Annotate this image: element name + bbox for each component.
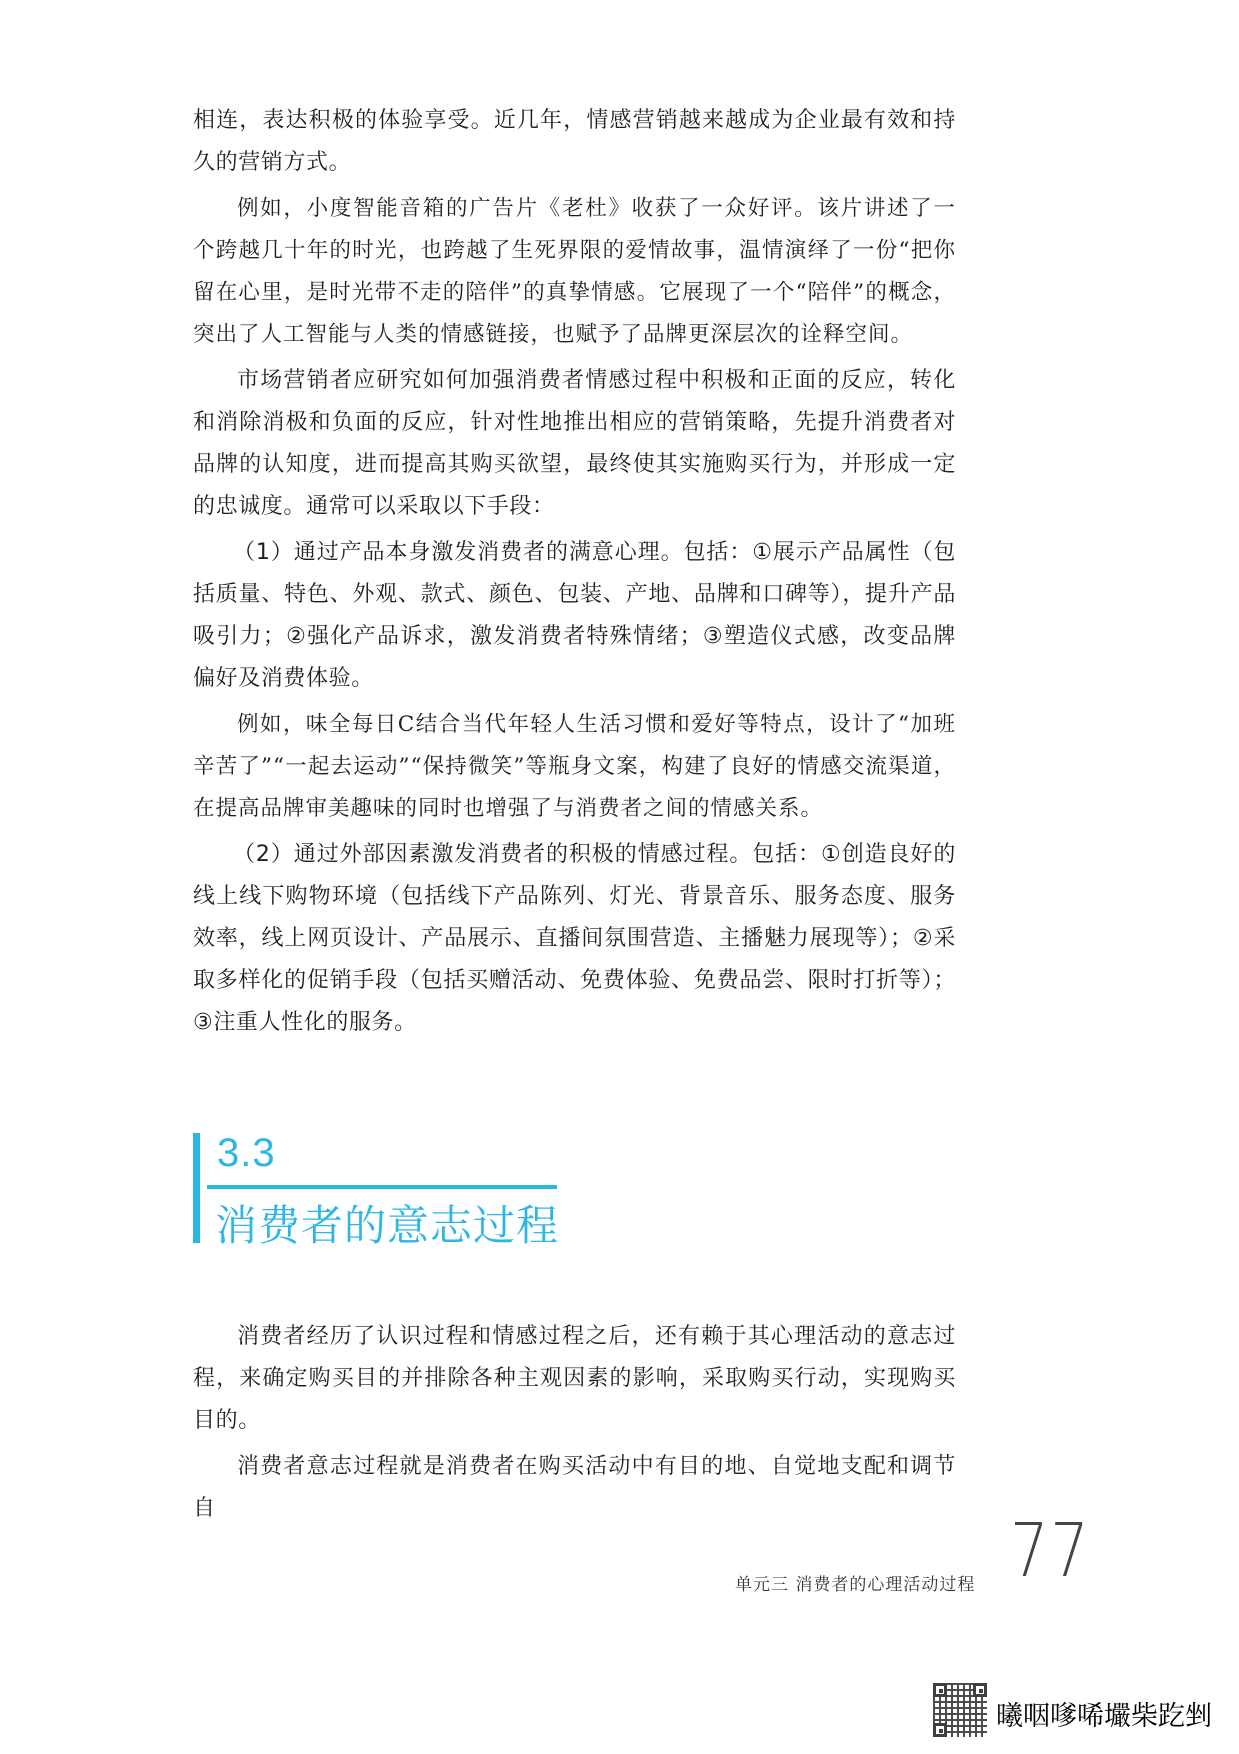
section-heading bbox=[193, 1131, 563, 1250]
body-text bbox=[193, 102, 956, 1048]
running-footer-chapter: 单元三 消费者的心理活动过程 bbox=[735, 1575, 976, 1595]
paragraph-will-process-definition: 消费者意志过程就是消费者在购买活动中有目的地、自觉地支配和调节自 bbox=[193, 1454, 956, 1521]
section-accent-bar bbox=[193, 1133, 200, 1243]
section-body-text bbox=[193, 1316, 956, 1534]
paragraph-continuation: 相连，表达积极的体验享受。近几年，情感营销越来越成为企业最有效和持久的营销方式。 bbox=[193, 108, 956, 175]
section-title: 消费者的意志过程 bbox=[215, 1201, 560, 1250]
paragraph-point-2: （2）通过外部因素激发消费者的积极的情感过程。包括：①创造良好的线上线下购物环境（包括线下产品陈列、灯光、背景音乐、服务态度、服务效率，线上网页设计、产品展示、直播间氛围营造、主播魅力展现等）；②采取多样化的促销手段（包括买赠活动、免费体验、免费品尝、限时打折等）；③注重人性化的服务。 bbox=[193, 842, 956, 1035]
section-divider-line bbox=[207, 1185, 557, 1189]
qr-code-icon bbox=[933, 1683, 987, 1737]
paragraph-will-process-intro: 消费者经历了认识过程和情感过程之后，还有赖于其心理活动的意志过程，来确定购买目的并排除各种主观因素的影响，采取购买行动，实现购买目的。 bbox=[193, 1324, 956, 1433]
paragraph-point-1: （1）通过产品本身激发消费者的满意心理。包括：①展示产品属性（包括质量、特色、外观、款式、颜色、包装、产地、品牌和口碑等），提升产品吸引力；②强化产品诉求，激发消费者特殊情绪；③塑造仪式感，改变品牌偏好及消费体验。 bbox=[193, 540, 956, 691]
watermark-text: 曦咽嗲唏壧柴趷剉 bbox=[996, 1701, 1212, 1732]
example-paragraph-weiquan: 例如，味全每日C结合当代年轻人生活习惯和爱好等特点，设计了“加班辛苦了”“一起去运动”“保持微笑”等瓶身文案，构建了良好的情感交流渠道，在提高品牌审美趣味的同时也增强了与消费者之间的情感关系。 bbox=[193, 712, 956, 821]
section-number: 3.3 bbox=[217, 1131, 276, 1175]
page-number: 77 bbox=[1010, 1508, 1091, 1594]
example-paragraph-xiaodu: 例如，小度智能音箱的广告片《老杜》收获了一众好评。该片讲述了一个跨越几十年的时光，也跨越了生死界限的爱情故事，温情演绎了一份“把你留在心里，是时光带不走的陪伴”的真挚情感。它展现了一个“陪伴”的概念，突出了人工智能与人类的情感链接，也赋予了品牌更深层次的诠释空间。 bbox=[193, 196, 956, 347]
paragraph-marketing-strategy: 市场营销者应研究如何加强消费者情感过程中积极和正面的反应，转化和消除消极和负面的反应，针对性地推出相应的营销策略，先提升消费者对品牌的认知度，进而提高其购买欲望，最终使其实施购买行为，并形成一定的忠诚度。通常可以采取以下手段： bbox=[193, 368, 956, 519]
